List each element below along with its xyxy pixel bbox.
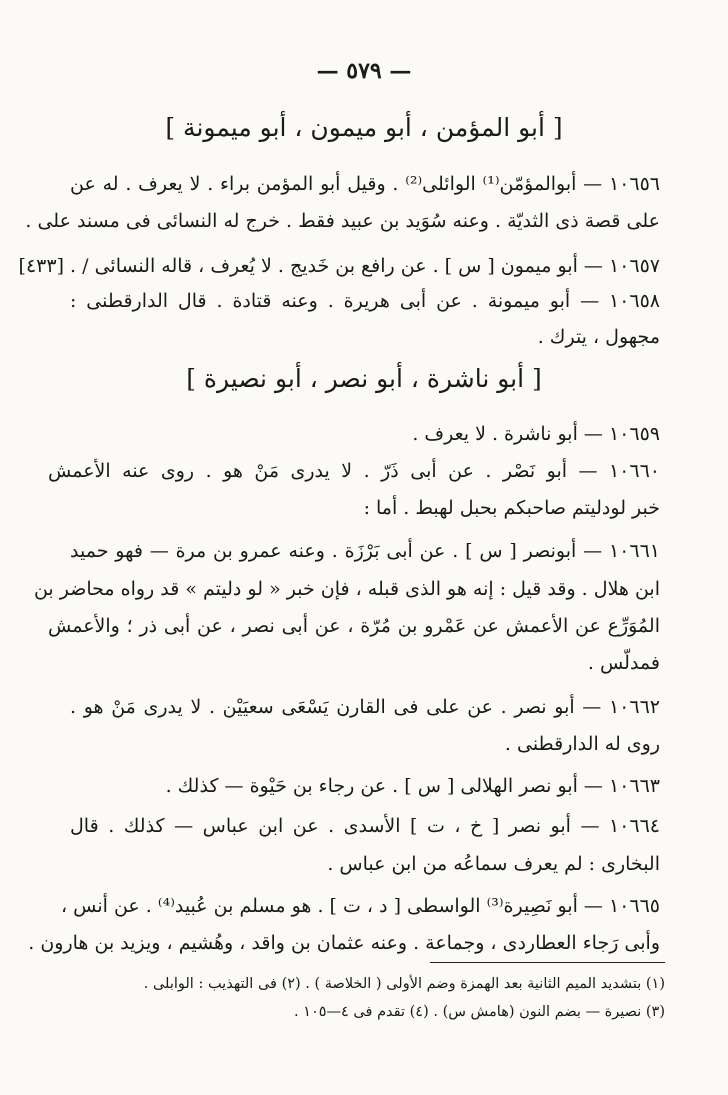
footnote-divider (430, 962, 665, 963)
entry-10659: ١٠٦٥٩ — أبو ناشرة . لا يعرف . (412, 423, 660, 445)
entry-10664-line-2: البخارى : لم يعرف سماعُه من ابن عباس . (327, 853, 660, 875)
section-heading-2: [ أبو ناشرة ، أبو نصر ، أبو نصيرة ] (186, 364, 542, 393)
entry-10662-line-2: روى له الدارقطنى . (504, 733, 660, 755)
entry-10657: ١٠٦٥٧ — أبو ميمون [ س ] . عن رافع بن خَديج . لا يُعرف ، قاله النسائى / . [٤٣٣] (18, 255, 660, 277)
entry-10661-line-2: ابن هلال . وقد قيل : إنه هو الذى قبله ، فإن خبر « لو دليتم » قد رواه محاضر بن (33, 578, 660, 600)
entry-10665-line-2: وأبى رَجاء العطاردى ، وجماعة . وعنه عثمان بن واقد ، وهُشيم ، ويزيد بن هارون . (28, 932, 660, 954)
entry-10662-line-1: ١٠٦٦٢ — أبو نصر . عن على فى القارن يَسْعَى سعيَيْن . لا يدرى مَنْ هو . (70, 696, 660, 718)
entry-10658-line-1: ١٠٦٥٨ — أبو ميمونة . عن أبى هريرة . وعنه قتادة . قال الدارقطنى : (70, 290, 660, 312)
page-number: — ٥٧٩ — (316, 58, 412, 84)
entry-10661-line-1: ١٠٦٦١ — أبونصر [ س ] . عن أبى بَرْزَة . وعنه عمرو بن مرة — فهو حميد (70, 540, 660, 562)
entry-10660-line-1: ١٠٦٦٠ — أبو نَصْر . عن أبى ذَرّ . لا يدرى مَنْ هو . روى عنه الأعمش (48, 460, 660, 482)
entry-10661-line-3: المُوَرِّع عن الأعمش عن عَمْرو بن مُرّة ، عن أبى نصر ، عن أبى ذر ؛ والأعمش (48, 615, 660, 637)
section-heading-1: [ أبو المؤمن ، أبو ميمون ، أبو ميمونة ] (165, 113, 563, 142)
entry-10660-line-2: خبر لودليتم صاحبكم بحبل لهبط . أما : (363, 497, 660, 519)
entry-10665-line-1: ١٠٦٦٥ — أبو نَصِيرة⁽³⁾ الواسطى [ د ، ت ] . هو مسلم بن عُبيد⁽⁴⁾ . عن أنس ، (60, 895, 660, 917)
entry-10664-line-1: ١٠٦٦٤ — أبو نصر [ خ ، ت ] الأسدى . عن ابن عباس — كذلك . قال (70, 815, 660, 837)
entry-10663: ١٠٦٦٣ — أبو نصر الهلالى [ س ] . عن رجاء بن حَيْوة — كذلك . (165, 775, 660, 797)
footnote-3-4: (٣) نصيرة — بضم النون (هامش س) . (٤) تقدم فى ٤—١٠٥ . (293, 1004, 665, 1020)
entry-10656-line-1: ١٠٦٥٦ — أبوالمؤمّن⁽¹⁾ الوائلى⁽²⁾ . وقيل أبو المؤمن براء . لا يعرف . له عن (70, 173, 660, 195)
entry-10661-line-4: فمدلّس . (587, 652, 660, 674)
footnote-1-2: (١) بتشديد الميم الثانية بعد الهمزة وضم الأولى ( الخلاصة ) . (٢) فى التهذيب : الوابلى . (143, 976, 665, 992)
entry-10656-line-2: على قصة ذى الثديّة . وعنه سُوَيد بن عبيد فقط . خرج له النسائى فى مسند على . (25, 210, 660, 232)
entry-10658-line-2: مجهول ، يترك . (537, 326, 660, 348)
